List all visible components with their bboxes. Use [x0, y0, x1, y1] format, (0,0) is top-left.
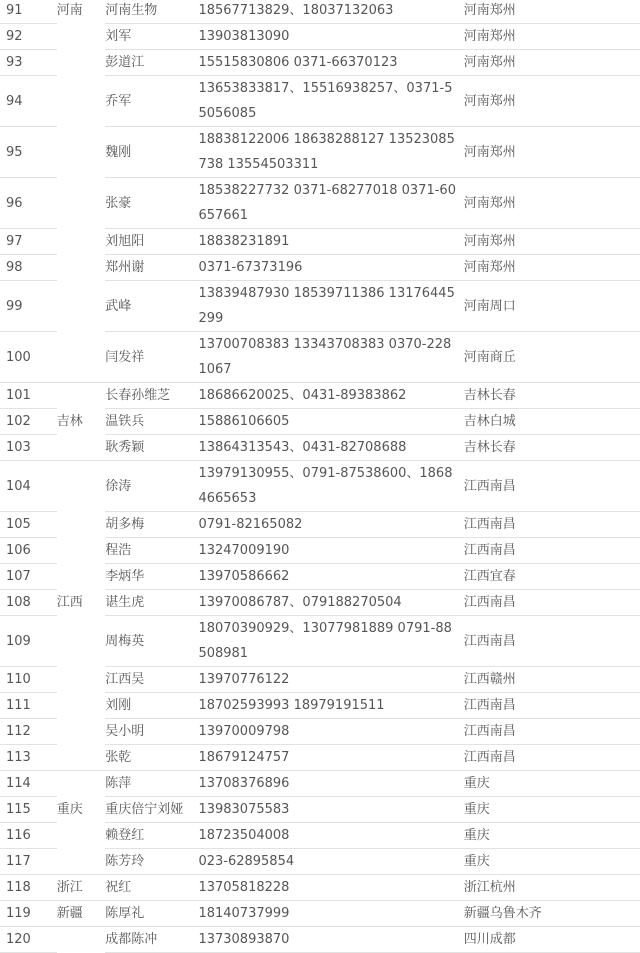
table-row — [0, 927, 640, 953]
province-cell — [57, 616, 106, 667]
phone-numbers: 0791-82165082 — [198, 512, 463, 538]
row-number: 94 — [0, 76, 57, 127]
row-number: 108 — [0, 590, 57, 616]
table-row — [0, 76, 640, 127]
phone-numbers: 13970086787、079188270504 — [198, 590, 463, 616]
row-number: 117 — [0, 849, 57, 875]
phone-numbers: 18538227732 0371-68277018 0371-60657661 — [198, 178, 463, 229]
city-cell: 河南郑州 — [464, 229, 640, 255]
table-row — [0, 512, 640, 538]
phone-numbers: 13247009190 — [198, 538, 463, 564]
contact-name: 彭道江 — [105, 50, 198, 76]
row-number: 93 — [0, 50, 57, 76]
table-row — [0, 383, 640, 409]
contact-name: 郑州谢 — [105, 255, 198, 281]
contact-name: 乔军 — [105, 76, 198, 127]
phone-numbers: 13970776122 — [198, 667, 463, 693]
phone-numbers: 18686620025、0431-89383862 — [198, 383, 463, 409]
phone-numbers: 13970009798 — [198, 719, 463, 745]
province-cell — [57, 76, 106, 127]
phone-numbers: 13700708383 13343708383 0370-2281067 — [198, 332, 463, 383]
contact-name: 周梅英 — [105, 616, 198, 667]
province-cell: 江西 — [56, 595, 83, 610]
province-cell — [57, 538, 106, 564]
phone-numbers: 0371-67373196 — [198, 255, 463, 281]
province-cell: 新疆 — [57, 901, 106, 927]
row-number: 96 — [0, 178, 57, 229]
table-row — [0, 719, 640, 745]
city-cell: 河南周口 — [464, 281, 640, 332]
contact-name: 江西吴 — [105, 667, 198, 693]
city-cell: 河南郑州 — [464, 0, 640, 24]
row-number: 115 — [0, 797, 57, 823]
city-cell: 江西南昌 — [464, 616, 640, 667]
row-number: 106 — [0, 538, 57, 564]
row-number: 105 — [0, 512, 57, 538]
phone-numbers: 13979130955、0791-87538600、18684665653 — [198, 461, 463, 512]
contact-name: 徐涛 — [105, 461, 198, 512]
city-cell: 江西南昌 — [464, 538, 640, 564]
city-cell: 四川成都 — [464, 927, 640, 953]
phone-numbers: 13730893870 — [198, 927, 463, 953]
contact-name: 赖登红 — [105, 823, 198, 849]
province-cell — [57, 693, 106, 719]
province-cell — [57, 849, 106, 875]
phone-numbers: 13708376896 — [198, 771, 463, 797]
city-cell: 河南郑州 — [464, 178, 640, 229]
table-row — [0, 255, 640, 281]
row-number: 113 — [0, 745, 57, 771]
phone-numbers: 13864313543、0431-82708688 — [198, 435, 463, 461]
contact-name: 耿秀颖 — [105, 435, 198, 461]
province-cell — [57, 281, 106, 332]
phone-numbers: 18702593993 18979191511 — [198, 693, 463, 719]
city-cell: 河南商丘 — [464, 332, 640, 383]
province-cell — [57, 435, 106, 461]
province-cell — [57, 719, 106, 745]
city-cell: 重庆 — [464, 797, 640, 823]
phone-numbers: 18838122006 18638288127 13523085738 13554503311 — [198, 127, 463, 178]
table-row — [0, 693, 640, 719]
city-cell: 江西赣州 — [464, 667, 640, 693]
row-number: 104 — [0, 461, 57, 512]
phone-numbers: 023-62895854 — [198, 849, 463, 875]
contact-name: 成都陈冲 — [105, 927, 198, 953]
province-cell — [57, 24, 106, 50]
table-row — [0, 667, 640, 693]
table-row — [0, 24, 640, 50]
table-row — [0, 823, 640, 849]
contact-name: 闫发祥 — [105, 332, 198, 383]
city-cell: 重庆 — [464, 823, 640, 849]
phone-numbers: 13983075583 — [198, 797, 463, 823]
contact-name: 胡多梅 — [105, 512, 198, 538]
contact-name: 陈萍 — [105, 771, 198, 797]
row-number: 92 — [0, 24, 57, 50]
province-cell: 河南 — [56, 3, 83, 19]
contact-name: 刘旭阳 — [105, 229, 198, 255]
city-cell: 河南郑州 — [464, 50, 640, 76]
city-cell: 吉林长春 — [464, 383, 640, 409]
row-number: 103 — [0, 435, 57, 461]
contact-name: 程浩 — [105, 538, 198, 564]
table-row — [0, 229, 640, 255]
table-row — [0, 901, 640, 927]
contact-name: 长春孙维芝 — [105, 383, 198, 409]
table-row — [0, 461, 640, 512]
city-cell: 重庆 — [464, 849, 640, 875]
contact-name: 谌生虎 — [105, 590, 198, 616]
contact-name: 祝红 — [105, 875, 198, 901]
city-cell: 吉林长春 — [464, 435, 640, 461]
province-cell — [57, 745, 106, 771]
city-cell: 江西南昌 — [464, 719, 640, 745]
phone-numbers: 18838231891 — [198, 229, 463, 255]
table-row — [0, 178, 640, 229]
city-cell: 江西南昌 — [464, 512, 640, 538]
row-number: 116 — [0, 823, 57, 849]
table-row — [0, 50, 640, 76]
province-cell — [57, 383, 106, 409]
phone-numbers: 18723504008 — [198, 823, 463, 849]
city-cell: 江西南昌 — [464, 745, 640, 771]
row-number: 111 — [0, 693, 57, 719]
table-row — [0, 538, 640, 564]
table-row — [0, 435, 640, 461]
contact-name: 刘刚 — [105, 693, 198, 719]
province-cell — [57, 771, 106, 797]
table-row — [0, 797, 640, 823]
row-number: 102 — [0, 409, 57, 435]
row-number: 99 — [0, 281, 57, 332]
row-number: 95 — [0, 127, 57, 178]
contact-name: 吴小明 — [105, 719, 198, 745]
province-cell — [57, 461, 106, 512]
contact-name: 张豪 — [105, 178, 198, 229]
contact-name: 陈厚礼 — [105, 901, 198, 927]
phone-numbers: 13653833817、15516938257、0371-55056085 — [198, 76, 463, 127]
province-cell — [57, 127, 106, 178]
city-cell: 江西宜春 — [464, 564, 640, 590]
province-cell: 重庆 — [56, 802, 83, 817]
contact-name: 温铁兵 — [105, 409, 198, 435]
contact-name: 刘军 — [105, 24, 198, 50]
row-number: 107 — [0, 564, 57, 590]
province-cell — [57, 823, 106, 849]
row-number: 118 — [0, 875, 57, 901]
phone-numbers: 13970586662 — [198, 564, 463, 590]
row-number: 119 — [0, 901, 57, 927]
table-row — [0, 564, 640, 590]
province-cell — [57, 564, 106, 590]
row-number: 101 — [0, 383, 57, 409]
contact-name: 张乾 — [105, 745, 198, 771]
province-cell — [57, 667, 106, 693]
contact-name: 武峰 — [105, 281, 198, 332]
province-cell: 浙江 — [57, 875, 106, 901]
phone-numbers: 13705818228 — [198, 875, 463, 901]
province-cell: 吉林 — [56, 414, 83, 429]
province-cell — [57, 50, 106, 76]
province-cell — [57, 927, 106, 953]
contact-name: 重庆倍宁刘娅 — [105, 797, 198, 823]
table-row — [0, 745, 640, 771]
province-cell — [57, 229, 106, 255]
province-cell — [57, 178, 106, 229]
contact-name: 魏刚 — [105, 127, 198, 178]
phone-numbers: 18567713829、18037132063 — [198, 0, 463, 24]
phone-numbers: 13903813090 — [198, 24, 463, 50]
row-number: 109 — [0, 616, 57, 667]
row-number: 120 — [0, 927, 57, 953]
table-row — [0, 616, 640, 667]
table-row — [0, 127, 640, 178]
city-cell: 重庆 — [464, 771, 640, 797]
city-cell: 吉林白城 — [464, 409, 640, 435]
city-cell: 新疆乌鲁木齐 — [464, 901, 640, 927]
row-number: 110 — [0, 667, 57, 693]
phone-numbers: 18070390929、13077981889 0791-88508981 — [198, 616, 463, 667]
city-cell: 江西南昌 — [464, 590, 640, 616]
table-row — [0, 849, 640, 875]
phone-numbers: 15515830806 0371-66370123 — [198, 50, 463, 76]
row-number: 98 — [0, 255, 57, 281]
table-row — [0, 590, 640, 616]
row-number: 97 — [0, 229, 57, 255]
row-number: 112 — [0, 719, 57, 745]
phone-numbers: 13839487930 18539711386 13176445299 — [198, 281, 463, 332]
table-row — [0, 0, 640, 24]
row-number: 100 — [0, 332, 57, 383]
phone-numbers: 18679124757 — [198, 745, 463, 771]
table-row — [0, 875, 640, 901]
table-row — [0, 332, 640, 383]
table-row — [0, 771, 640, 797]
phone-numbers: 15886106605 — [198, 409, 463, 435]
contact-name: 河南生物 — [105, 0, 198, 24]
city-cell: 河南郑州 — [464, 76, 640, 127]
city-cell: 河南郑州 — [464, 24, 640, 50]
row-number: 91 — [0, 0, 57, 24]
phone-numbers: 18140737999 — [198, 901, 463, 927]
table-row — [0, 409, 640, 435]
city-cell: 浙江杭州 — [464, 875, 640, 901]
row-number: 114 — [0, 771, 57, 797]
contact-name: 李炳华 — [105, 564, 198, 590]
city-cell: 河南郑州 — [464, 255, 640, 281]
province-cell — [57, 332, 106, 383]
table-row — [0, 281, 640, 332]
province-cell — [57, 512, 106, 538]
city-cell: 江西南昌 — [464, 461, 640, 512]
city-cell: 河南郑州 — [464, 127, 640, 178]
city-cell: 江西南昌 — [464, 693, 640, 719]
contact-name: 陈芳玲 — [105, 849, 198, 875]
province-cell — [57, 255, 106, 281]
